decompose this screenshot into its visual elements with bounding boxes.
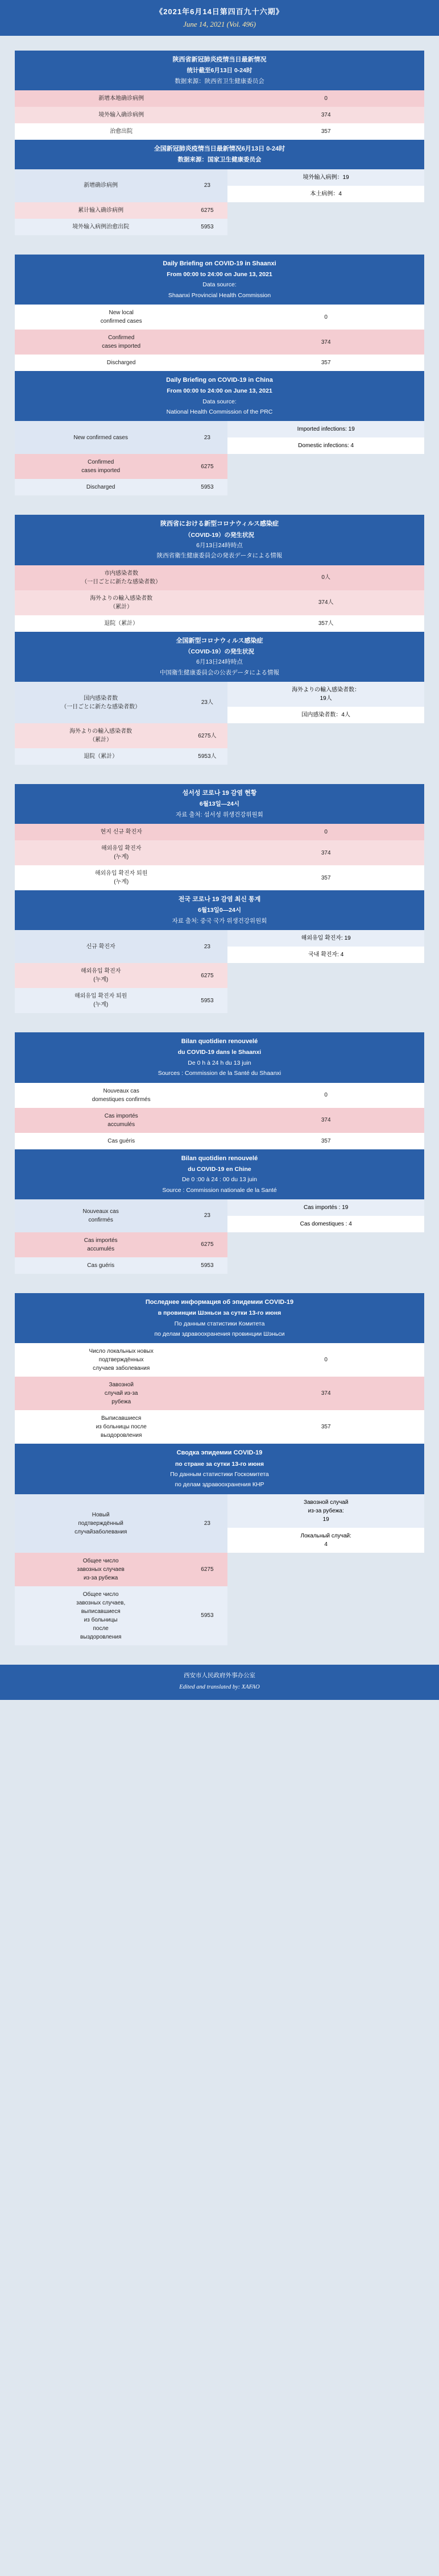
row-label: 退院（累計）	[15, 615, 227, 632]
section-ja-header2	[15, 632, 424, 682]
section-ru-header2-line-2: по стране за сутки 13-го июня	[175, 1460, 264, 1468]
row-value: 374	[227, 1377, 424, 1410]
row-value: 6275	[187, 454, 227, 479]
section-en-header-line-1: Daily Briefing on COVID-19 in Shaanxi	[163, 260, 276, 267]
row-label: 国内感染者数 （一日ごとに新たな感染者数）	[15, 682, 187, 723]
section-ja-header-line-2: （COVID-19）の発生状況	[185, 531, 254, 539]
section-ko-header	[15, 784, 424, 824]
sections-container	[0, 51, 439, 1665]
section-cn-zh	[0, 51, 439, 235]
section-fr-header2-line-1: Bilan quotidien renouvelé	[181, 1154, 258, 1162]
row-value: 23	[187, 1199, 227, 1232]
section-en-header2	[15, 371, 424, 421]
row-value: 0	[227, 305, 424, 330]
row-value: 5953	[187, 1586, 227, 1645]
sub-row	[227, 169, 424, 186]
row-value: 6275	[187, 1553, 227, 1586]
sub-row-label: 해외유입 확진자: 19	[227, 930, 424, 947]
row-value: 23人	[187, 682, 227, 723]
section-ko-header2-line-2: 6월13일0—24시	[198, 907, 241, 914]
section-ru-header2-line-4: по делам здравоохранения КНР	[175, 1481, 264, 1489]
row-label: Новый подтверждённый случайзаболевания	[15, 1494, 187, 1553]
section-fr	[0, 1032, 439, 1274]
sub-row	[227, 682, 424, 707]
table-row	[15, 219, 424, 235]
table-row	[15, 1410, 424, 1444]
sub-row-label: Локальный случай: 4	[227, 1528, 424, 1553]
sub-row	[227, 186, 424, 202]
table-row	[15, 305, 424, 330]
table-row	[15, 1494, 424, 1553]
row-label: Cas guéris	[15, 1257, 187, 1274]
section-ru-national-table	[15, 1494, 424, 1645]
table-row	[15, 169, 424, 202]
section-ja-header	[15, 515, 424, 565]
section-fr-header-line-2: du COVID-19 dans le Shaanxi	[177, 1049, 262, 1056]
table-row	[15, 1586, 424, 1645]
sub-row	[227, 930, 424, 947]
row-label: Confirmed cases imported	[15, 330, 227, 355]
section-fr-header-line-4: Sources : Commission de la Santé du Shaanxi	[158, 1070, 281, 1077]
table-row	[15, 421, 424, 454]
section-ko-header-line-3: 자료 출처: 섬서성 위생건강위원회	[176, 811, 263, 818]
table-row	[15, 930, 424, 963]
section-fr-header2-line-3: De 0 :00 à 24 : 00 du 13 juin	[182, 1176, 257, 1183]
section-fr-provincial-table	[15, 1083, 424, 1149]
section-ru-header2-line-3: По данным статистики Госкомитета	[170, 1470, 269, 1478]
page-footer	[0, 1665, 439, 1700]
section-ru-provincial-table	[15, 1343, 424, 1444]
row-label: Cas importés accumulés	[15, 1108, 227, 1133]
row-label: 海外よりの輸入感染者数 （累計）	[15, 723, 187, 748]
row-subcell	[227, 930, 424, 963]
sub-row-label: Imported infections: 19	[227, 421, 424, 437]
footer-credit-en: Edited and translated by: XAFAO	[179, 1683, 260, 1690]
row-label: 新增本地确诊病例	[15, 90, 227, 107]
sub-row	[227, 437, 424, 454]
row-value: 23	[187, 1494, 227, 1553]
row-value: 374	[227, 107, 424, 123]
row-label: Завозной случай из-за рубежа	[15, 1377, 227, 1410]
row-label: 海外よりの輸入感染者数 （累計）	[15, 590, 227, 615]
row-subcell	[227, 169, 424, 202]
section-ja-national-table	[15, 682, 424, 765]
table-row	[15, 590, 424, 615]
section-en-header-line-3: Data source:	[202, 281, 237, 289]
section-cn-zh-header2-line-2: 数据来源：国家卫生健康委员会	[177, 156, 262, 164]
section-cn-zh-header-line-3: 数据来源：陕西省卫生健康委员会	[175, 77, 264, 85]
sub-row	[227, 1528, 424, 1553]
table-row	[15, 107, 424, 123]
header-date-en: June 14, 2021 (Vol. 496)	[183, 20, 256, 28]
table-row	[15, 454, 424, 479]
table-row	[15, 90, 424, 107]
table-row	[15, 988, 424, 1013]
row-label: 현지 신규 확진자	[15, 824, 227, 840]
table-row	[15, 723, 424, 748]
row-value: 5953	[187, 479, 227, 495]
row-value: 357	[227, 1133, 424, 1149]
section-fr-header-line-1: Bilan quotidien renouvelé	[181, 1038, 258, 1045]
row-label: 신규 확진자	[15, 930, 187, 963]
sub-row	[227, 1494, 424, 1528]
spacer	[0, 1274, 439, 1293]
row-value: 6275人	[187, 723, 227, 748]
table-row	[15, 202, 424, 219]
section-ja-header2-line-4: 中国衛生健康委員会の公表データによる情報	[160, 669, 279, 676]
section-en-header2-line-2: From 00:00 to 24:00 on June 13, 2021	[167, 387, 272, 395]
row-value: 357	[227, 355, 424, 371]
row-value: 23	[187, 169, 227, 202]
section-ru-header-line-4: по делам здравоохранения провинции Шэньси	[154, 1330, 285, 1337]
section-en-header-line-4: Shaanxi Provincial Health Commission	[168, 291, 271, 299]
section-en-header	[15, 255, 424, 305]
row-value: 357人	[227, 615, 424, 632]
row-value: 0人	[227, 565, 424, 590]
row-value: 5953	[187, 988, 227, 1013]
section-ko	[0, 784, 439, 1013]
spacer	[0, 1645, 439, 1665]
row-label: Общее число завозных случаев из-за рубежа	[15, 1553, 187, 1586]
table-row	[15, 330, 424, 355]
section-cn-zh-header2-line-1: 全国新冠肺炎疫情当日最新情况6月13日 0-24时	[154, 145, 285, 152]
table-row	[15, 1257, 424, 1274]
row-value: 0	[227, 1083, 424, 1108]
section-ja-header-line-3: 6月13日24時時点	[196, 542, 243, 549]
table-row	[15, 1108, 424, 1133]
sub-row-label: Cas importés : 19	[227, 1199, 424, 1216]
row-subcell	[227, 1199, 424, 1232]
section-ja-header2-line-1: 全国新型コロナウィルス感染症	[176, 637, 263, 644]
section-ru-header-line-1: Последнее информация об эпидемии COVID-19	[145, 1298, 294, 1306]
row-value: 0	[227, 824, 424, 840]
section-ja-provincial-table	[15, 565, 424, 632]
sub-row	[227, 1199, 424, 1216]
row-value: 374	[227, 1108, 424, 1133]
section-ru-header-line-3: По данным статистики Комитета	[174, 1320, 265, 1327]
section-cn-zh-national-table	[15, 169, 424, 235]
row-label: Cas importés accumulés	[15, 1232, 187, 1257]
table-row	[15, 865, 424, 890]
section-en-header2-line-4: National Health Commission of the PRC	[166, 409, 273, 415]
row-label: 해외유입 확진자 (누계)	[15, 963, 187, 988]
row-label: Nouveaux cas confirmés	[15, 1199, 187, 1232]
table-row	[15, 824, 424, 840]
row-label: 治愈出院	[15, 123, 227, 140]
section-ja-header2-line-2: （COVID-19）の発生状況	[185, 648, 254, 655]
table-row	[15, 840, 424, 865]
row-value: 6275	[187, 202, 227, 219]
row-value: 23	[187, 930, 227, 963]
sub-row-label: Domestic infections: 4	[227, 437, 424, 454]
row-value: 357	[227, 123, 424, 140]
sub-row-label: 国内感染者数：4人	[227, 707, 424, 723]
section-fr-header2-line-4: Source : Commission nationale de la Santé	[162, 1186, 277, 1194]
section-ko-national-table	[15, 930, 424, 1013]
section-ja-header-line-1: 陝西省における新型コロナウィルス感染症	[160, 520, 279, 528]
row-value: 6275	[187, 1232, 227, 1257]
row-value: 5953人	[187, 748, 227, 765]
row-label: 新增确诊病例	[15, 169, 187, 202]
sub-row-label: 境外输入病例：19	[227, 169, 424, 186]
spacer	[0, 495, 439, 515]
row-label: Nouveaux cas domestiques confirmés	[15, 1083, 227, 1108]
row-label: Выписавшиеся из больницы после выздоровления	[15, 1410, 227, 1444]
sub-row-label: 本土病例：4	[227, 186, 424, 202]
section-cn-zh-header-line-1: 陕西省新冠肺炎疫情当日最新情况	[172, 56, 267, 63]
row-label: Confirmed cases imported	[15, 454, 187, 479]
section-fr-header-line-3: De 0 h à 24 h du 13 juin	[188, 1059, 251, 1066]
page-header	[0, 0, 439, 36]
spacer	[0, 36, 439, 51]
section-en-header2-line-1: Daily Briefing on COVID-19 in China	[166, 377, 273, 384]
table-row	[15, 1232, 424, 1257]
section-fr-header2	[15, 1149, 424, 1199]
spacer	[0, 235, 439, 255]
section-en-national-table	[15, 421, 424, 495]
section-ru-header-line-2: в провинции Шэньси за сутки 13-го июня	[158, 1310, 281, 1317]
section-ko-header2-line-3: 자료 출처: 중국 국가 위생건강위원회	[172, 917, 267, 924]
row-label: 境外输入病例治愈出院	[15, 219, 187, 235]
section-ru-header2-line-1: Сводка эпидемии COVID-19	[176, 1449, 263, 1457]
row-label: 市内感染者数 （一日ごとに新たな感染者数）	[15, 565, 227, 590]
section-fr-national-table	[15, 1199, 424, 1274]
section-ru-header2	[15, 1444, 424, 1494]
row-label: New local confirmed cases	[15, 305, 227, 330]
section-ja-header-line-4: 陝西省衛生健康委員会の発表データによる情報	[156, 552, 283, 560]
row-label: Discharged	[15, 355, 227, 371]
sub-row-label: 국내 확진자: 4	[227, 947, 424, 963]
row-label: 해외유입 확진자 퇴원 (누계)	[15, 988, 187, 1013]
section-ja	[0, 515, 439, 765]
table-row	[15, 682, 424, 723]
row-label: Discharged	[15, 479, 187, 495]
table-row	[15, 963, 424, 988]
table-row	[15, 748, 424, 765]
section-en-header-line-2: From 00:00 to 24:00 on June 13, 2021	[167, 270, 272, 278]
row-label: 해외유입 확진자 퇴원 (누계)	[15, 865, 227, 890]
row-subcell	[227, 682, 424, 723]
row-value: 0	[227, 1343, 424, 1377]
section-ko-provincial-table	[15, 824, 424, 890]
table-row	[15, 479, 424, 495]
sub-row-label: Cas domestiques : 4	[227, 1216, 424, 1232]
section-ko-header-line-1: 섬서성 코로나 19 감염 현황	[182, 790, 257, 797]
row-label: Общее число завозных случаев, выписавшиеся из больницы после выздоровления	[15, 1586, 187, 1645]
section-ru	[0, 1293, 439, 1645]
row-label: 退院（累計）	[15, 748, 187, 765]
section-en-header2-line-3: Data source:	[202, 398, 237, 405]
spacer	[0, 1013, 439, 1032]
row-value: 23	[187, 421, 227, 454]
section-cn-zh-provincial-table	[15, 90, 424, 140]
row-value: 357	[227, 1410, 424, 1444]
table-row	[15, 1377, 424, 1410]
section-fr-header2-line-2: du COVID-19 en Chine	[188, 1165, 251, 1173]
row-label: 累计输入确诊病例	[15, 202, 187, 219]
row-label: 境外输入确诊病例	[15, 107, 227, 123]
section-ko-header-line-2: 6월13일—24시	[199, 801, 240, 808]
table-row	[15, 355, 424, 371]
sub-row	[227, 421, 424, 437]
table-row	[15, 1083, 424, 1108]
row-label: Число локальных новых подтверждённых случаев заболевания	[15, 1343, 227, 1377]
table-row	[15, 1553, 424, 1586]
sub-row-label: Завозной случай из-за рубежа: 19	[227, 1494, 424, 1528]
row-label: 해외유입 확진자 (누계)	[15, 840, 227, 865]
row-value: 357	[227, 865, 424, 890]
section-fr-header	[15, 1032, 424, 1082]
sub-row	[227, 947, 424, 963]
row-value: 374	[227, 840, 424, 865]
section-cn-zh-header	[15, 51, 424, 90]
section-ja-header2-line-3: 6月13日24時時点	[196, 658, 243, 666]
row-subcell	[227, 1494, 424, 1553]
sub-row-label: 海外よりの輸入感染者数： 19人	[227, 682, 424, 707]
table-row	[15, 1133, 424, 1149]
section-ru-header	[15, 1293, 424, 1343]
section-cn-zh-header-line-2: 统计截至6月13日 0-24时	[187, 67, 252, 74]
row-value: 374人	[227, 590, 424, 615]
footer-office-cn: 西安市人民政府外事办公室	[184, 1672, 255, 1679]
header-date-cn: 《2021年6月14日第四百九十六期》	[155, 7, 284, 16]
row-value: 374	[227, 330, 424, 355]
row-label: Cas guéris	[15, 1133, 227, 1149]
table-row	[15, 615, 424, 632]
sub-row	[227, 707, 424, 723]
table-row	[15, 1343, 424, 1377]
row-value: 6275	[187, 963, 227, 988]
row-value: 0	[227, 90, 424, 107]
section-cn-zh-header2	[15, 140, 424, 169]
sub-row	[227, 1216, 424, 1232]
section-ko-header2	[15, 890, 424, 930]
section-en-provincial-table	[15, 305, 424, 371]
section-en	[0, 255, 439, 496]
row-subcell	[227, 421, 424, 454]
table-row	[15, 565, 424, 590]
spacer	[0, 765, 439, 784]
row-value: 5953	[187, 219, 227, 235]
row-label: New confirmed cases	[15, 421, 187, 454]
table-row	[15, 1199, 424, 1232]
row-value: 5953	[187, 1257, 227, 1274]
table-row	[15, 123, 424, 140]
section-ko-header2-line-1: 전국 코로나 19 감염 최신 통계	[178, 896, 261, 903]
